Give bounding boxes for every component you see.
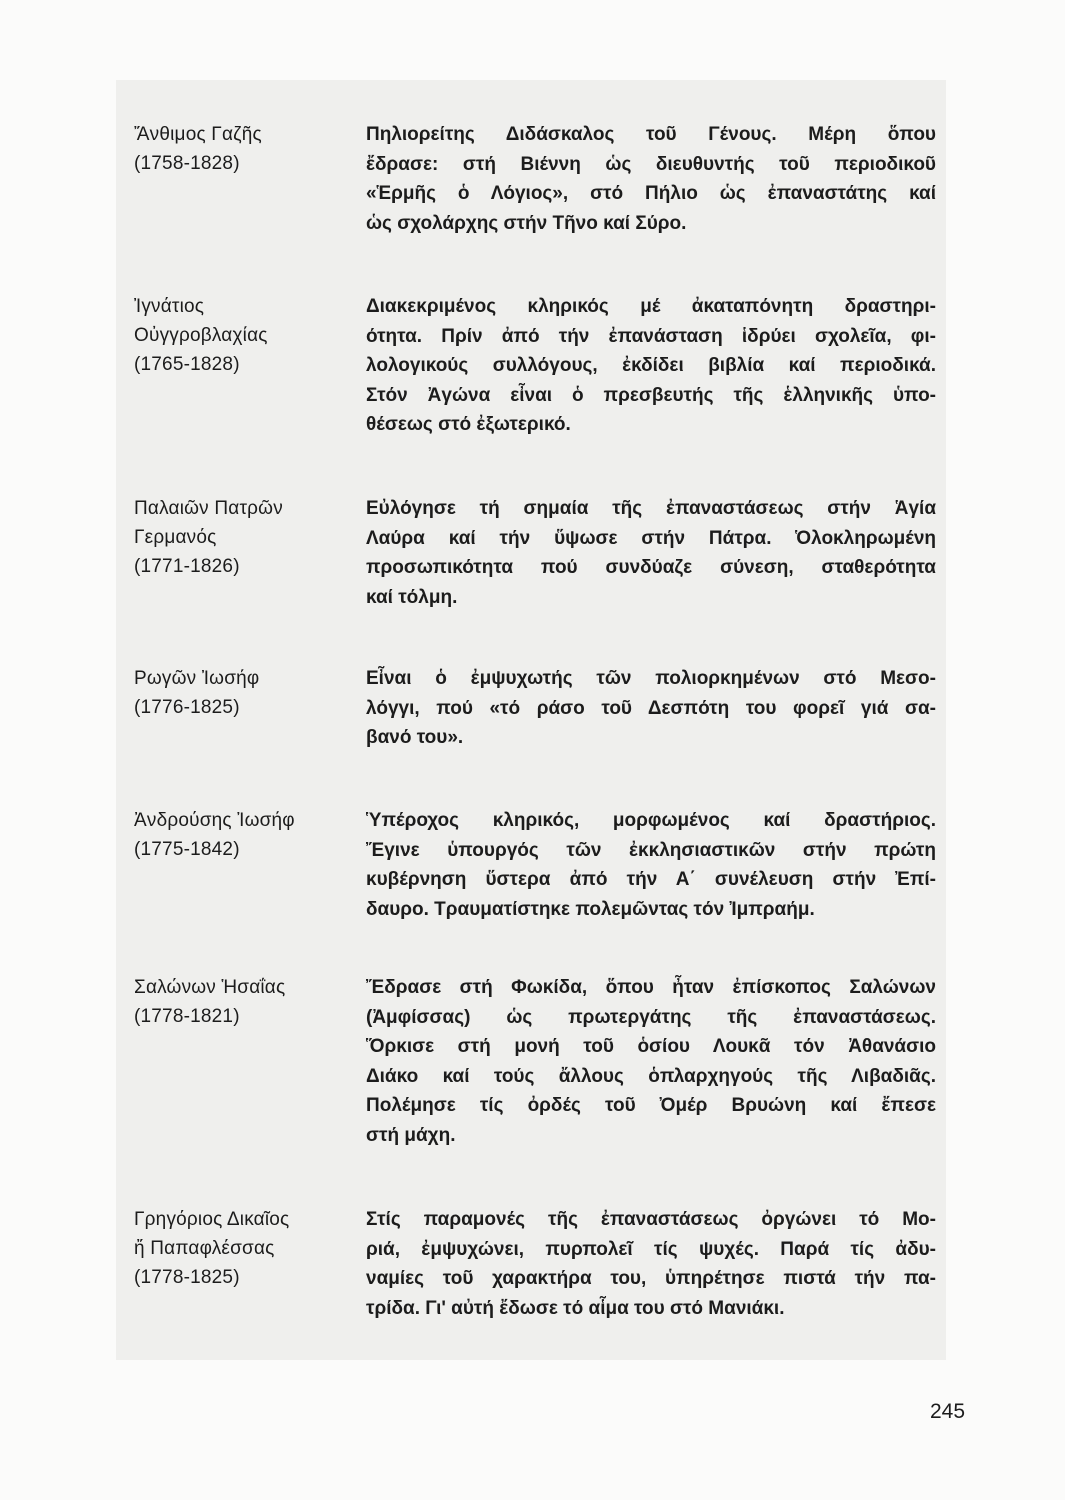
name-line: Οὐγγροβλαχίας bbox=[134, 325, 268, 346]
desc-line: Ὑπέροχος κληρικός, μορφωμένος καί δραστήριος. bbox=[366, 810, 936, 831]
name-line: Παλαιῶν Πατρῶν bbox=[134, 498, 283, 519]
name-line: Γερμανός bbox=[134, 527, 217, 548]
desc-line: Ὅρκισε στή μονή τοῦ ὁσίου Λουκᾶ τόν Ἀθανάσιο bbox=[366, 1036, 936, 1057]
desc-line: Πολέμησε τίς ὀρδές τοῦ Ὀμέρ Βρυώνη καί ἔπεσε bbox=[366, 1095, 936, 1116]
entry-description bbox=[366, 1205, 936, 1323]
name-line: Ρωγῶν Ἰωσήφ bbox=[134, 668, 260, 689]
desc-line: προσωπικότητα πού συνδύαζε σύνεση, σταθερότητα bbox=[366, 557, 936, 578]
desc-line: «Ἑρμῆς ὁ Λόγιος», στό Πήλιο ὡς ἐπαναστάτης καί bbox=[366, 183, 936, 204]
desc-line: βανό του». bbox=[366, 727, 464, 748]
entry-description bbox=[366, 664, 936, 753]
name-dates: (1778-1825) bbox=[134, 1267, 240, 1288]
desc-line: καί τόλμη. bbox=[366, 586, 458, 608]
desc-line: (Ἀμφίσσας) ὡς πρωτεργάτης τῆς ἐπαναστάσεως. bbox=[366, 1006, 936, 1028]
name-line: Ἄνθιμος Γαζῆς bbox=[134, 124, 262, 145]
entry-name bbox=[134, 664, 364, 722]
desc-line: Στόν Ἀγώνα εἶναι ὁ πρεσβευτής τῆς ἑλληνικῆς ὑπο- bbox=[366, 384, 936, 406]
entry-description bbox=[366, 806, 936, 924]
entry-name bbox=[134, 1205, 364, 1292]
name-line: Σαλώνων Ἡσαΐας bbox=[134, 977, 286, 998]
desc-line: ὡς σχολάρχης στήν Τῆνο καί Σύρο. bbox=[366, 212, 687, 234]
desc-line: δαυρο. Τραυματίστηκε πολεμῶντας τόν Ἰμπραήμ. bbox=[366, 898, 815, 920]
name-dates: (1758-1828) bbox=[134, 153, 240, 174]
desc-line: ότητα. Πρίν ἀπό τήν ἐπανάσταση ἱδρύει σχολεῖα, φι- bbox=[366, 325, 936, 347]
entry-name bbox=[134, 120, 364, 178]
desc-line: λολογικούς συλλόγους, ἐκδίδει βιβλία καί περιοδικά. bbox=[366, 355, 936, 376]
name-line: Ἰγνάτιος bbox=[134, 296, 205, 317]
page-number: 245 bbox=[930, 1400, 966, 1423]
entry-name bbox=[134, 494, 364, 581]
name-dates: (1765-1828) bbox=[134, 354, 240, 375]
desc-line: Εἶναι ὁ ἐμψυχωτής τῶν πολιορκημένων στό Μεσο- bbox=[366, 668, 936, 689]
desc-line: ριά, ἐμψυχώνει, πυρπολεῖ τίς ψυχές. Παρά τίς ἀδυ- bbox=[366, 1238, 936, 1260]
desc-line: ναμίες τοῦ χαρακτήρα του, ὑπηρέτησε πιστά τήν πα- bbox=[366, 1268, 936, 1289]
name-dates: (1776-1825) bbox=[134, 697, 240, 718]
desc-line: Ἔδρασε στή Φωκίδα, ὅπου ἦταν ἐπίσκοπος Σαλώνων bbox=[366, 977, 936, 998]
name-dates: (1775-1842) bbox=[134, 839, 240, 860]
name-line: ἤ Παπαφλέσσας bbox=[134, 1238, 275, 1259]
name-line: Γρηγόριος Δικαῖος bbox=[134, 1209, 290, 1230]
entry-description bbox=[366, 494, 936, 612]
desc-line: κυβέρνηση ὕστερα ἀπό τήν Α΄ συνέλευση στήν Ἐπί- bbox=[366, 869, 936, 890]
entry-description bbox=[366, 973, 936, 1150]
desc-line: θέσεως στό ἐξωτερικό. bbox=[366, 414, 571, 435]
desc-line: Διάκο καί τούς ἄλλους ὁπλαρχηγούς τῆς Λιβαδιᾶς. bbox=[366, 1065, 936, 1087]
desc-line: Ἔγινε ὑπουργός τῶν ἐκκλησιαστικῶν στήν πρώτη bbox=[366, 839, 936, 861]
desc-line: ἔδρασε: στή Βιέννη ὡς διευθυντής τοῦ περιοδικοῦ bbox=[366, 153, 936, 175]
entry-name bbox=[134, 973, 364, 1031]
desc-line: λόγγι, πού «τό ράσο τοῦ Δεσπότη του φορεῖ γιά σα- bbox=[366, 697, 936, 719]
name-dates: (1778-1821) bbox=[134, 1006, 240, 1027]
desc-line: τρίδα. Γι' αὐτή ἔδωσε τό αἷμα του στό Μανιάκι. bbox=[366, 1297, 785, 1319]
entry-name bbox=[134, 806, 364, 864]
desc-line: Διακεκριμένος κληρικός μέ ἀκαταπόνητη δραστηρι- bbox=[366, 296, 936, 317]
desc-line: Πηλιορείτης Διδάσκαλος τοῦ Γένους. Μέρη ὅπου bbox=[366, 124, 936, 145]
desc-line: Λαύρα καί τήν ὕψωσε στήν Πάτρα. Ὁλοκληρωμένη bbox=[366, 527, 936, 549]
desc-line: Εὐλόγησε τή σημαία τῆς ἐπαναστάσεως στήν Ἁγία bbox=[366, 498, 936, 519]
entry-description bbox=[366, 120, 936, 238]
name-line: Ἀνδρούσης Ἰωσήφ bbox=[134, 810, 295, 831]
name-dates: (1771-1826) bbox=[134, 556, 240, 577]
entry-name bbox=[134, 292, 364, 379]
entries-panel bbox=[116, 80, 946, 1360]
entry-description bbox=[366, 292, 936, 440]
desc-line: Στίς παραμονές τῆς ἐπαναστάσεως ὀργώνει τό Μο- bbox=[366, 1209, 936, 1230]
desc-line: στή μάχη. bbox=[366, 1124, 456, 1146]
